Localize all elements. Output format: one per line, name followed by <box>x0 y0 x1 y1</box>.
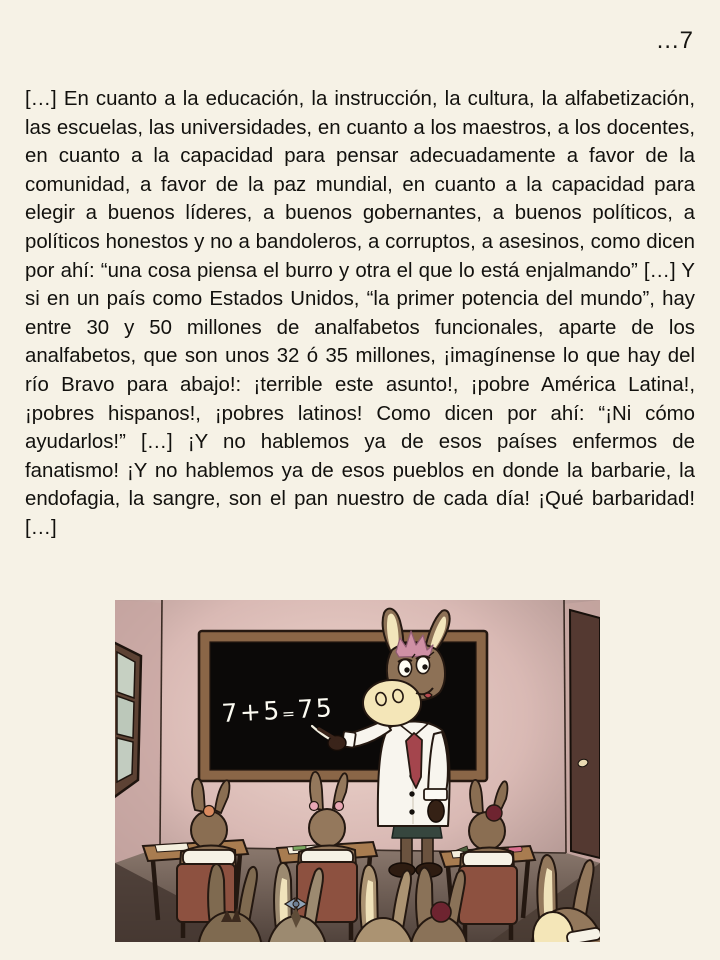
chair-right <box>459 866 517 924</box>
teacher-muzzle <box>363 680 421 726</box>
blackboard-equation: 7+5₌75 <box>220 693 335 728</box>
student-bow-pink <box>310 802 319 811</box>
student-hair-orange <box>204 806 215 817</box>
teacher-tongue <box>424 693 432 698</box>
door <box>570 610 600 858</box>
front-bun-darkred <box>431 902 451 922</box>
student-bun-darkred <box>486 805 502 821</box>
page-number: …7 <box>655 27 693 54</box>
classroom-scene <box>115 600 600 942</box>
window <box>115 642 141 798</box>
classroom-cartoon-image <box>115 600 600 942</box>
body-paragraph: […] En cuanto a la educación, la instrucción, la cultura, la alfabetización, las escuelas, las universidades, en cuanto a los maestros, a los docentes, en cuanto a la capacidad para pensar adecuadamente a favor de la comunidad, a favor de la paz mundial, en cuanto a la capacidad para elegir a buenos líderes, a buenos gobernantes, a buenos políticos, a políticos honestos y no a bandoleros, a corruptos, a asesinos, como dicen por ahí: “una cosa piensa el burro y otra el que lo está enjalmando” […] Y si en un país como Estados Unidos, “la primer potencia del mundo”, hay entre 30 y 50 millones de analfabetos funcionales, aparte de los analfabetos, que son unos 32 ó 35 millones, ¡imagínense lo que hay del río Bravo para abajo!: ¡terrible este asunto!, ¡pobre América Latina!, ¡pobres hispanos!, ¡pobres latinos! Como dicen por ahí: “¡Ni cómo ayudarlos!” […] ¡Y no hablemos ya de esos países enfermos de fanatismo! ¡Y no hablemos ya de esos pueblos en donde la barbarie, la endofagia, la sangre, son el pan nuestro de cada día! ¡Qué barbaridad! […] <box>25 88 695 539</box>
